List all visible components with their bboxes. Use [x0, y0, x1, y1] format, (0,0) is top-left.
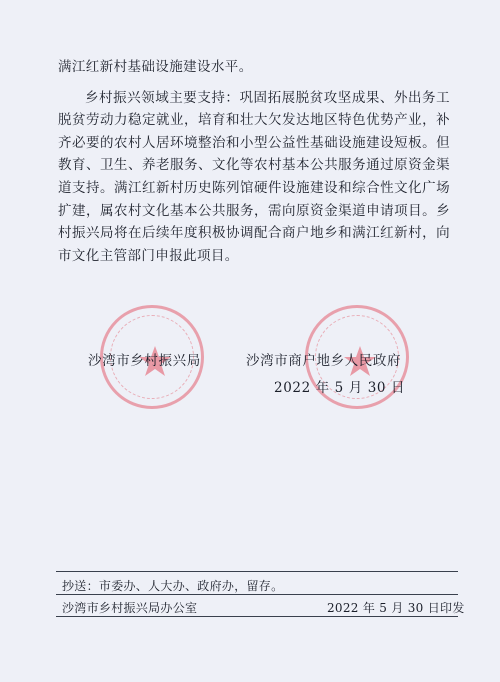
print-date: 2022 年 5 月 30 日印发 — [327, 601, 465, 615]
cc-line: 抄送：市委办、人大办、政府办，留存。 — [62, 579, 284, 593]
signature-right: 沙湾市商户地乡人民政府 — [246, 353, 402, 369]
signature-date: 2022 年 5 月 30 日 — [274, 380, 406, 396]
signature-left: 沙湾市乡村振兴局 — [88, 353, 201, 369]
footer-divider-middle — [56, 594, 458, 595]
paragraph-1: 满江红新村基础设施建设水平。 — [58, 59, 253, 75]
footer-divider-bottom — [56, 616, 458, 617]
paragraph-2: 乡村振兴领域主要支持：巩固拓展脱贫攻坚成果、外出务工脱贫劳动力稳定就业，培育和壮大欠发达地区特色优势产业，补齐必要的农村人居环境整治和小型公益性基础设施建设短板。但教育、卫生、养老服务、文化等农村基本公共服务通过原资金渠道支持。满江红新村历史陈列馆硬件设施建设和综合性文化广场扩建，属农村文化基本公共服务，需向原资金渠道申请项目。乡村振兴局将在后续年度积极协调配合商户地乡和满江红新村，向市文化主管部门申报此项目。 — [58, 89, 450, 264]
issuing-office: 沙湾市乡村振兴局办公室 — [62, 601, 198, 615]
document-body — [58, 56, 450, 267]
footer-divider-top — [56, 571, 458, 572]
